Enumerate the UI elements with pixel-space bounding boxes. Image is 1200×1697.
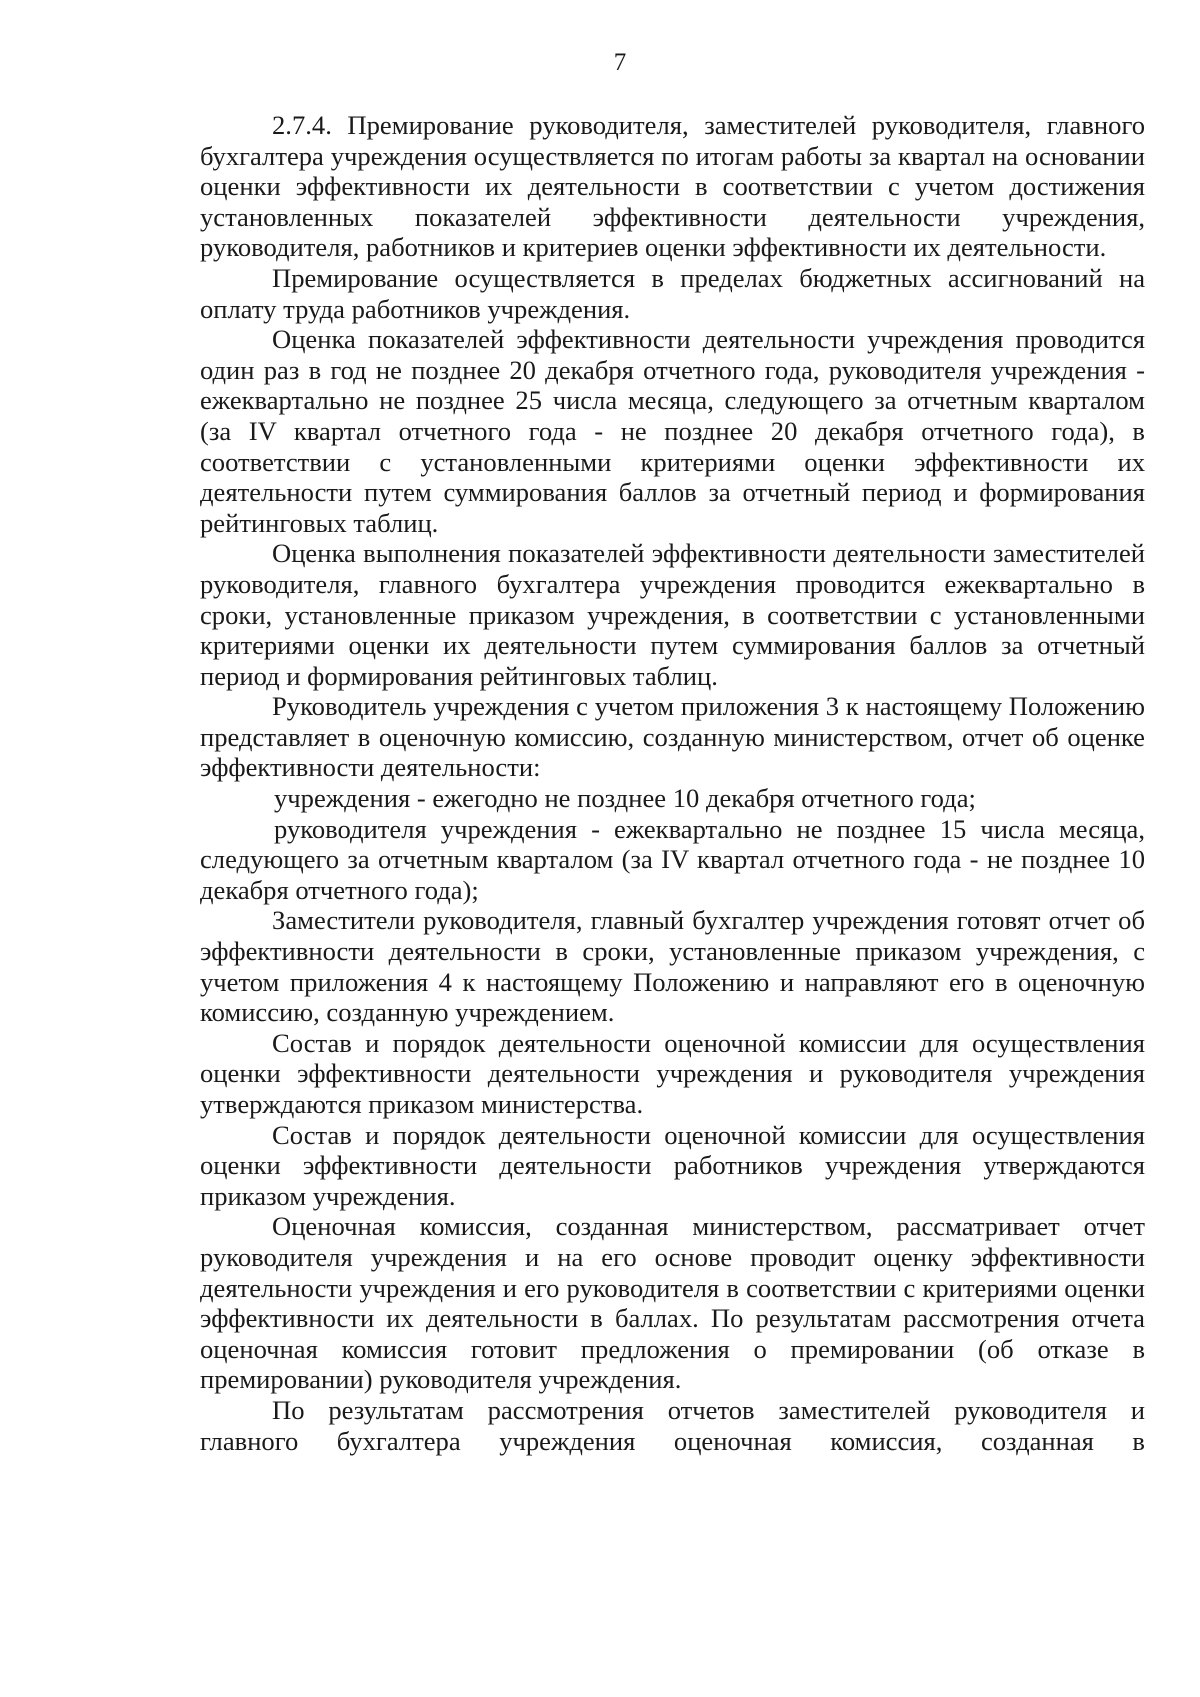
paragraph-deputies-results: По результатам рассмотрения отчетов заместителей руководителя и главного бухгалтера учреждения оценочная комиссия, созданная в [200,1394,1145,1456]
list-item-head-deadline: руководителя учреждения - ежеквартально не позднее 15 числа месяца, следующего за отчетным кварталом (за IV квартал отчетного года - не позднее 10 декабря отчетного года); [200,813,1145,905]
paragraph-institution-evaluation: Оценка показателей эффективности деятельности учреждения проводится один раз в год не позднее 20 декабря отчетного года, руководителя учреждения - ежеквартально не позднее 25 числа месяца, следующего за отчетным кварталом (за IV квартал отчетного года - не позднее 20 декабря отчетного года), в соответствии с установленными критериями оценки эффективности их деятельности путем суммирования баллов за отчетный период и формирования рейтинговых таблиц. [200,324,1145,538]
list-item-institution-deadline: учреждения - ежегодно не позднее 10 декабря отчетного года; [274,783,976,814]
paragraph-deputies-report: Заместители руководителя, главный бухгалтер учреждения готовят отчет об эффективности деятельности в сроки, установленные приказом учреждения, с учетом приложения 4 к настоящему Положению и направляют его в оценочную комиссию, созданную учреждением. [200,905,1145,1028]
page-number: 7 [613,49,627,76]
paragraph-budget-limits: Премирование осуществляется в пределах бюджетных ассигнований на оплату труда работников учреждения. [200,262,1145,324]
document-body [200,110,1145,1456]
paragraph-commission-ministry: Состав и порядок деятельности оценочной комиссии для осуществления оценки эффективности деятельности учреждения и руководителя учреждения утверждаются приказом министерства. [200,1027,1145,1119]
paragraph-head-report: Руководитель учреждения с учетом приложения 3 к настоящему Положению представляет в оценочную комиссию, созданную министерством, отчет об оценке эффективности деятельности: [200,691,1145,783]
paragraph-commission-review: Оценочная комиссия, созданная министерством, рассматривает отчет руководителя учреждения и на его основе проводит оценку эффективности деятельности учреждения и его руководителя в соответствии с критериями оценки эффективности их деятельности в баллах. По результатам рассмотрения отчета оценочная комиссия готовит предложения о премировании (об отказе в премировании) руководителя учреждения. [200,1211,1145,1395]
paragraph-commission-institution: Состав и порядок деятельности оценочной комиссии для осуществления оценки эффективности деятельности работников учреждения утверждаются приказом учреждения. [200,1119,1145,1211]
paragraph-bonus-principle: 2.7.4. Премирование руководителя, заместителей руководителя, главного бухгалтера учреждения осуществляется по итогам работы за квартал на основании оценки эффективности их деятельности в соответствии с учетом достижения установленных показателей эффективности деятельности учреждения, руководителя, работников и критериев оценки эффективности их деятельности. [200,110,1145,263]
paragraph-deputies-evaluation: Оценка выполнения показателей эффективности деятельности заместителей руководителя, главного бухгалтера учреждения проводится ежеквартально в сроки, установленные приказом учреждения, в соответствии с установленными критериями оценки их деятельности путем суммирования баллов за отчетный период и формирования рейтинговых таблиц. [200,538,1145,691]
